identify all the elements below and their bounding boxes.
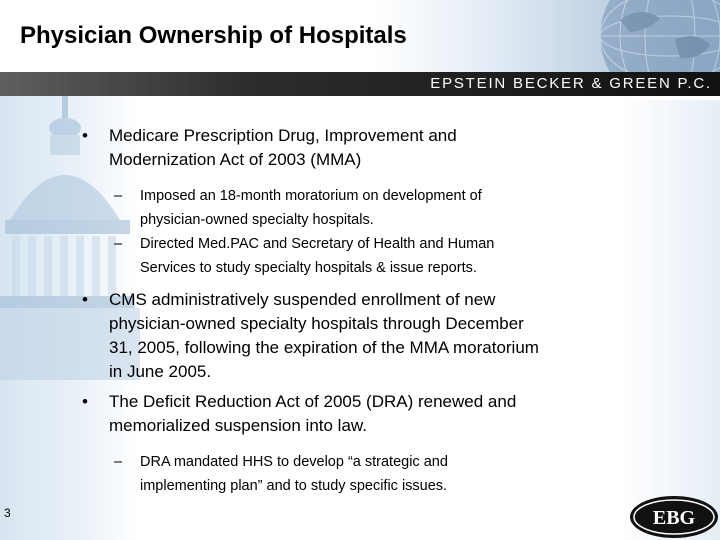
dash-marker: – xyxy=(114,188,123,204)
bullet-item xyxy=(82,288,637,384)
slide-body xyxy=(82,124,637,506)
bullet-text-line: The Deficit Reduction Act of 2005 (DRA) renewed and xyxy=(109,392,517,411)
sub-bullet-item xyxy=(82,450,637,498)
bullet-item xyxy=(82,390,637,438)
bullet-text-line: 31, 2005, following the expiration of the MMA moratorium xyxy=(109,338,539,357)
firm-name-bar xyxy=(0,72,720,96)
slide-title: Physician Ownership of Hospitals xyxy=(20,22,407,49)
bullet-text-line: in June 2005. xyxy=(109,362,212,381)
bullet-marker: • xyxy=(82,290,88,309)
globe-illustration xyxy=(500,0,720,72)
sub-bullet-text-line: physician-owned specialty hospitals. xyxy=(140,212,374,228)
bullet-marker: • xyxy=(82,392,88,411)
bullet-text-line: memorialized suspension into law. xyxy=(109,416,367,435)
bullet-text-line: Medicare Prescription Drug, Improvement and xyxy=(109,126,457,145)
dash-marker: – xyxy=(114,236,123,252)
sub-bullet-list xyxy=(82,184,637,280)
sub-bullet-text-line: Directed Med.PAC and Secretary of Health and Human xyxy=(140,236,495,252)
page-number: 3 xyxy=(4,506,11,520)
logo-text: EBG xyxy=(652,507,696,529)
sub-bullet-list xyxy=(82,450,637,498)
bullet-marker: • xyxy=(82,126,88,145)
sub-bullet-text-line: DRA mandated HHS to develop “a strategic and xyxy=(140,454,448,470)
dash-marker: – xyxy=(114,454,123,470)
firm-name: EPSTEIN BECKER & GREEN P.C. xyxy=(430,75,712,92)
bullet-text-line: physician-owned specialty hospitals through December xyxy=(109,314,524,333)
bullet-text-line: Modernization Act of 2003 (MMA) xyxy=(109,150,362,169)
sub-bullet-text-line: Imposed an 18-month moratorium on development of xyxy=(140,188,482,204)
bullet-text-line: CMS administratively suspended enrollment of new xyxy=(109,290,496,309)
sub-bullet-text-line: implementing plan” and to study specific issues. xyxy=(140,478,448,494)
ebg-logo xyxy=(628,494,720,540)
header-band xyxy=(0,0,720,72)
sub-bullet-item xyxy=(82,184,637,232)
sub-bullet-text-line: Services to study specialty hospitals & issue reports. xyxy=(140,260,477,276)
sub-bullet-item xyxy=(82,232,637,280)
bullet-item xyxy=(82,124,637,172)
